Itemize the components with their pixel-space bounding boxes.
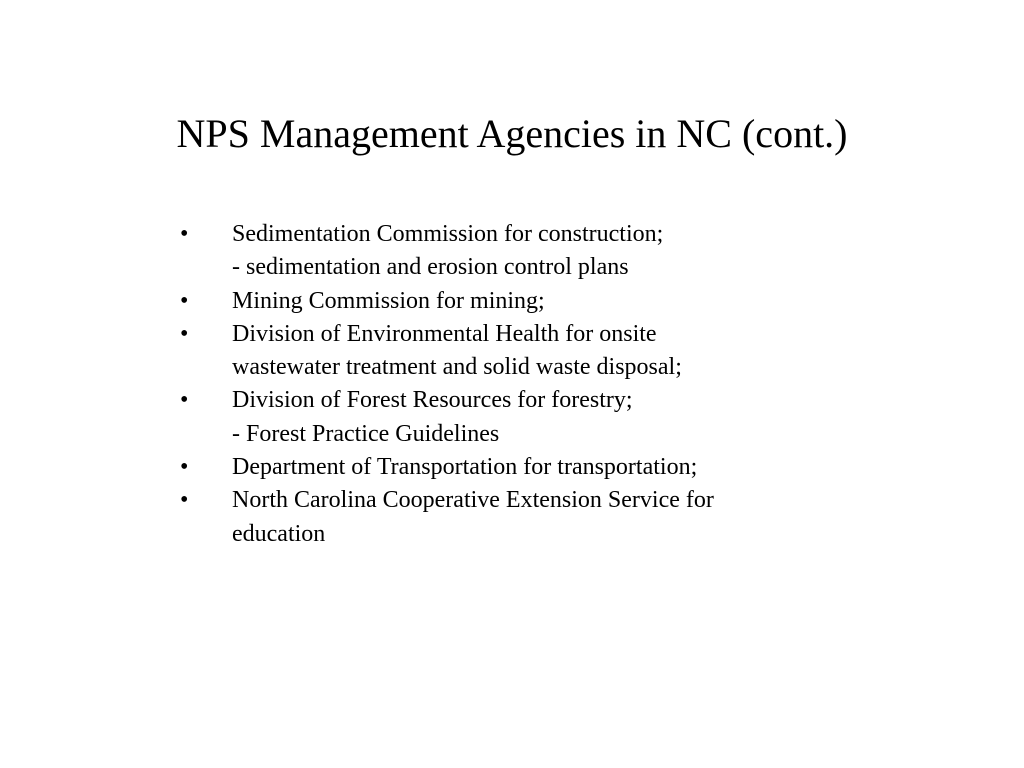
bullet-text: Division of Forest Resources for forestry; — [232, 387, 633, 414]
bullet-text: Sedimentation Commission for construction; — [232, 221, 664, 247]
list-item — [172, 318, 872, 385]
bullet-subtext: - Forest Practice Guidelines — [232, 420, 500, 447]
bullet-subtext: - sedimentation and erosion control plans — [232, 254, 629, 281]
bullet-text: Mining Commission for mining; — [232, 287, 545, 314]
list-item — [172, 285, 872, 318]
bullet-icon: • — [180, 487, 189, 514]
bullet-icon: • — [180, 287, 189, 314]
bullet-list — [172, 218, 872, 551]
list-item — [172, 451, 872, 484]
slide-title: NPS Management Agencies in NC (cont.) — [176, 111, 848, 156]
bullet-text: North Carolina Cooperative Extension Service for — [232, 487, 714, 514]
bullet-text-continued: education — [232, 520, 326, 547]
list-item — [172, 218, 872, 285]
bullet-icon: • — [180, 454, 189, 481]
list-item — [172, 384, 872, 451]
list-item — [172, 484, 872, 551]
bullet-icon: • — [180, 320, 189, 347]
bullet-text-continued: wastewater treatment and solid waste disposal; — [232, 354, 682, 381]
bullet-text: Department of Transportation for transportation; — [232, 454, 698, 481]
bullet-text: Division of Environmental Health for onsite — [232, 320, 657, 347]
bullet-icon: • — [180, 221, 189, 247]
bullet-icon: • — [180, 387, 189, 414]
